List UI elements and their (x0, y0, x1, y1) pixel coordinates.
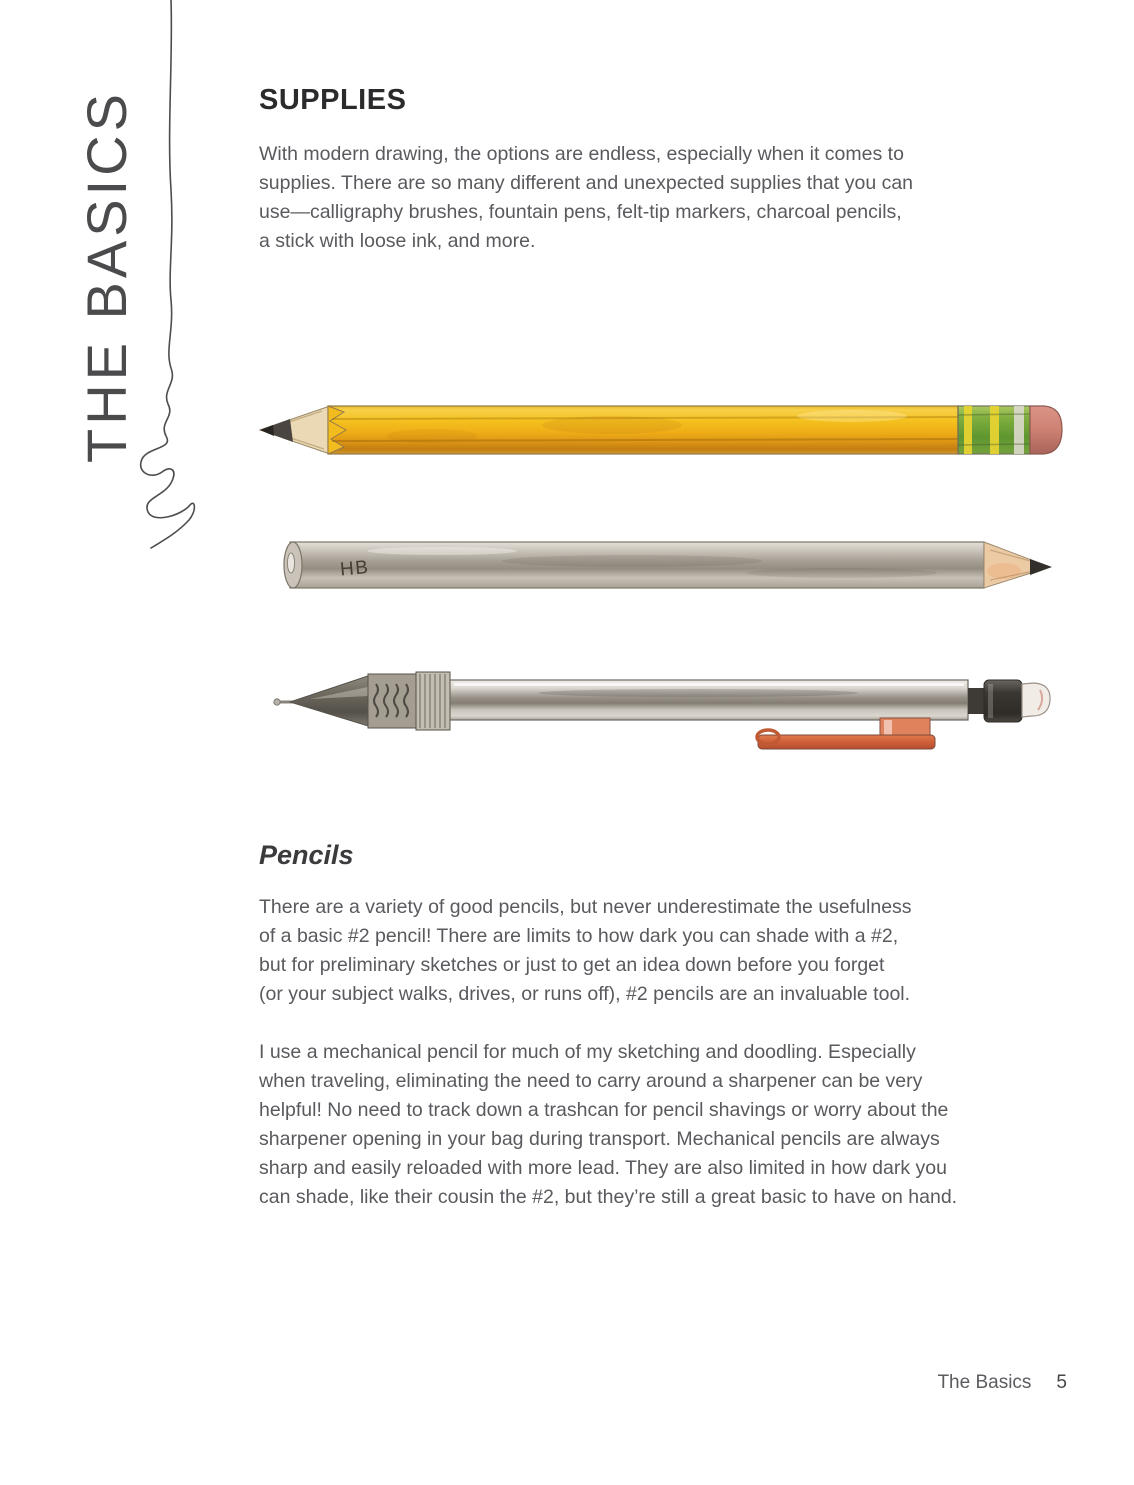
eraser-cap (1022, 683, 1050, 717)
paragraph-line: when traveling, eliminating the need to carry around a sharpener can be very (259, 1070, 923, 1092)
eraser (1030, 406, 1062, 454)
page-footer (937, 1372, 1067, 1394)
mechanical-pencil-illustration (268, 658, 1058, 762)
graphite-point (1030, 559, 1052, 575)
paragraph-line: There are a variety of good pencils, but never underestimate the usefulness (259, 896, 912, 918)
paragraph-line: (or your subject walks, drives, or runs off), #2 pencils are an invaluable tool. (259, 983, 911, 1005)
yellow-pencil-illustration (252, 398, 1064, 482)
paragraph-line: can shade, like their cousin the #2, but they’re still a great basic to have on hand. (259, 1186, 958, 1208)
paragraph-line: sharpener opening in your bag during transport. Mechanical pencils are always (259, 1128, 940, 1150)
grip-section (368, 674, 416, 728)
footer-page-number: 5 (1056, 1372, 1067, 1393)
intro-line: a stick with loose ink, and more. (259, 230, 536, 252)
metal-cone-tip (290, 676, 368, 726)
hb-stamp: HB (339, 556, 371, 581)
pencils-paragraph-2 (259, 1038, 957, 1212)
hb-pencil-illustration (282, 530, 1060, 606)
intro-line: supplies. There are so many different and unexpected supplies that you can (259, 172, 914, 194)
intro-line: With modern drawing, the options are endless, especially when it comes to (259, 143, 904, 165)
footer-section-label: The Basics (937, 1372, 1032, 1393)
hand-drawn-squiggle-line (128, 0, 212, 560)
intro-line: use—calligraphy brushes, fountain pens, felt-tip markers, charcoal pencils, (259, 201, 902, 223)
clip-bar (758, 735, 935, 749)
section-heading-pencils: Pencils (259, 840, 354, 870)
paragraph-line: of a basic #2 pencil! There are limits to how dark you can shade with a #2, (259, 925, 899, 947)
paragraph-line: I use a mechanical pencil for much of my sketching and doodling. Especially (259, 1041, 916, 1063)
pencils-paragraph-1 (259, 893, 912, 1009)
paragraph-line: sharp and easily reloaded with more lead. They are also limited in how dark you (259, 1157, 947, 1179)
chapter-title-vertical: THE BASICS (75, 90, 138, 463)
intro-paragraph (259, 140, 913, 256)
paragraph-line: but for preliminary sketches or just to get an idea down before you forget (259, 954, 885, 976)
paragraph-line: helpful! No need to track down a trashcan for pencil shavings or worry about the (259, 1099, 949, 1121)
page-title: SUPPLIES (259, 84, 407, 116)
